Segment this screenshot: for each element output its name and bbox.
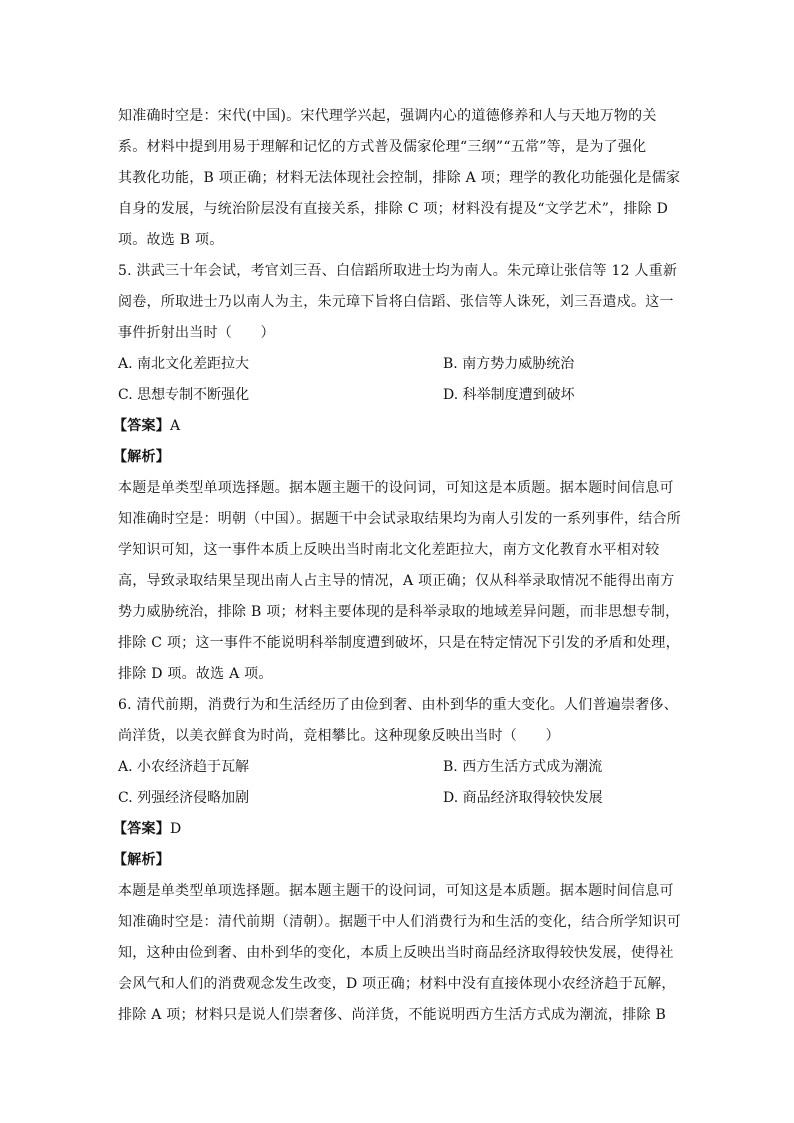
option-c: C. 思想专制不断强化 [118, 387, 250, 403]
text-line: 其教化功能，B 项正确；材料无法体现社会控制，排除 A 项；理学的教化功能强化是儒家 [118, 170, 681, 186]
option-row [118, 752, 678, 783]
answer-label: 【答案】 [113, 821, 170, 837]
option-d: D. 科举制度遭到破坏 [443, 387, 575, 403]
analysis-line: 势力威胁统治，排除 B 项；材料主要体现的是科举录取的地域差异问题，而非思想专制， [118, 604, 680, 620]
question-stem-line: 6. 清代前期，消费行为和生活经历了由俭到奢、由朴到华的重大变化。人们普遍崇奢侈、 [118, 697, 679, 713]
question-6 [113, 690, 681, 1031]
analysis-line: 本题是单类型单项选择题。据本题主题干的设问词，可知这是本质题。据本题时间信息可 [118, 883, 674, 899]
text-line: 知准确时空是：宋代(中国)。宋代理学兴起，强调内心的道德修养和人与天地万物的关 [118, 108, 657, 124]
analysis-line: 知准确时空是：明朝（中国）。据题干中会试录取结果均为南人引发的一系列事件，结合所 [118, 511, 681, 527]
answer-line [113, 814, 678, 845]
analysis-label: 【解析】 [113, 449, 170, 465]
analysis-heading [113, 845, 678, 876]
answer-value: A [170, 418, 181, 434]
option-row [118, 783, 678, 814]
previous-analysis-paragraph [118, 101, 681, 256]
analysis-heading [113, 442, 678, 473]
analysis-line: 本题是单类型单项选择题。据本题主题干的设问词，可知这是本质题。据本题时间信息可 [118, 480, 674, 496]
analysis-line: 高，导致录取结果呈现出南人占主导的情况，A 项正确；仅从科举录取情况不能得出南方 [118, 573, 675, 589]
text-line: 系。材料中提到用易于理解和记忆的方式普及儒家伦理“三纲”“五常”等，是为了强化 [118, 139, 647, 155]
question-stem-line: 尚洋货，以美衣鲜食为时尚，竞相攀比。这种现象反映出当时（ ） [118, 728, 560, 744]
question-stem-line: 事件折射出当时（ ） [118, 325, 275, 341]
option-d: D. 商品经济取得较快发展 [443, 790, 603, 806]
answer-line [113, 411, 678, 442]
question-5 [113, 256, 681, 690]
analysis-line: 知，这种由俭到奢、由朴到华的变化，本质上反映出当时商品经济取得较快发展，使得社 [118, 945, 674, 961]
option-b: B. 南方势力威胁统治 [443, 356, 575, 372]
analysis-line: 排除 D 项。故选 A 项。 [118, 666, 273, 682]
analysis-line: 排除 C 项；这一事件不能说明科举制度遭到破坏，只是在特定情况下引发的矛盾和处理， [118, 635, 680, 651]
document-body [113, 101, 681, 1031]
option-c: C. 列强经济侵略加剧 [118, 790, 250, 806]
analysis-label: 【解析】 [113, 852, 170, 868]
text-line: 自身的发展，与统治阶层没有直接关系，排除 C 项；材料没有提及“文学艺术”，排除 D [118, 201, 669, 217]
answer-label: 【答案】 [113, 418, 170, 434]
option-b: B. 西方生活方式成为潮流 [443, 759, 603, 775]
option-row [118, 380, 678, 411]
analysis-line: 知准确时空是：清代前期（清朝）。据题干中人们消费行为和生活的变化，结合所学知识可 [118, 914, 681, 930]
question-stem-line: 5. 洪武三十年会试，考官刘三吾、白信蹈所取进士均为南人。朱元璋让张信等 12 人重新 [118, 263, 678, 279]
analysis-line: 排除 A 项；材料只是说人们崇奢侈、尚洋货，不能说明西方生活方式成为潮流，排除 B [118, 1007, 666, 1023]
option-row [118, 349, 678, 380]
analysis-line: 学知识可知，这一事件本质上反映出当时南北文化差距拉大，南方文化教育水平相对较 [118, 542, 660, 558]
option-a: A. 南北文化差距拉大 [118, 356, 250, 372]
option-a: A. 小农经济趋于瓦解 [118, 759, 250, 775]
analysis-line: 会风气和人们的消费观念发生改变，D 项正确；材料中没有直接体现小农经济趋于瓦解， [118, 976, 676, 992]
text-line: 项。故选 B 项。 [118, 232, 224, 248]
answer-value: D [170, 821, 182, 837]
question-stem-line: 阅卷，所取进士乃以南人为主，朱元璋下旨将白信蹈、张信等人诛死，刘三吾遣戍。这一 [118, 294, 674, 310]
